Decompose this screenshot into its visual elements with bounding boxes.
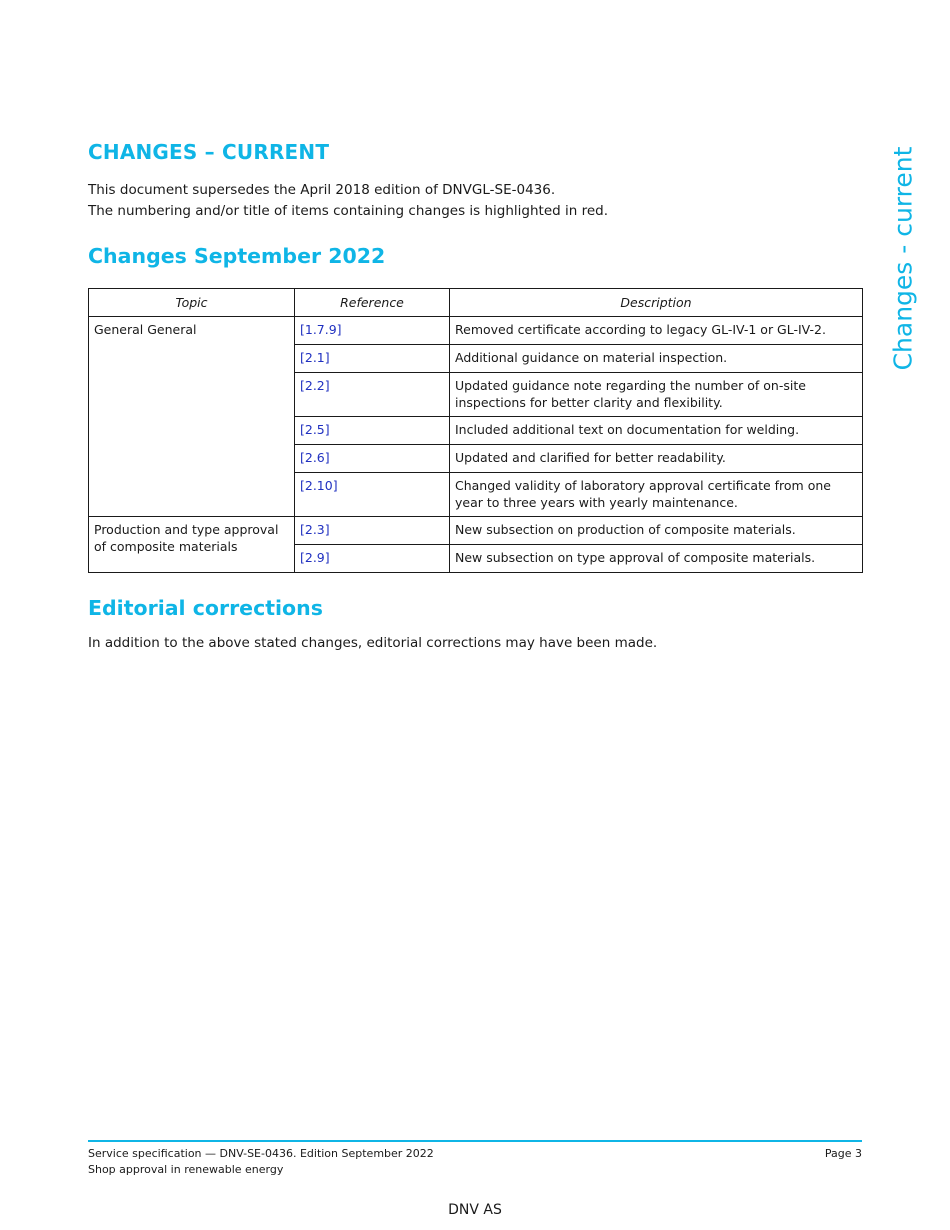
header-topic: Topic [89, 289, 295, 317]
description-cell: Removed certificate according to legacy GL-IV-1 or GL-IV-2. [450, 317, 863, 345]
topic-cell: General General [89, 317, 295, 517]
description-cell: Changed validity of laboratory approval certificate from one year to three years with yearly maintenance. [450, 473, 863, 517]
reference-cell [295, 445, 450, 473]
page-heading: CHANGES – CURRENT [88, 140, 330, 164]
reference-link[interactable]: [2.1] [300, 350, 330, 365]
table-row [89, 317, 863, 345]
reference-cell [295, 317, 450, 345]
reference-cell [295, 517, 450, 545]
footer-document-info [88, 1146, 434, 1178]
description-cell: New subsection on production of composite materials. [450, 517, 863, 545]
reference-link[interactable]: [2.3] [300, 522, 330, 537]
description-cell: Additional guidance on material inspection. [450, 345, 863, 373]
side-section-label [888, 145, 918, 371]
description-cell: Included additional text on documentation for welding. [450, 417, 863, 445]
reference-cell [295, 373, 450, 417]
table-header-row [89, 289, 863, 317]
reference-link[interactable]: [2.6] [300, 450, 330, 465]
header-reference: Reference [295, 289, 450, 317]
changes-table [88, 288, 863, 573]
description-cell: Updated and clarified for better readability. [450, 445, 863, 473]
intro-line-2: The numbering and/or title of items containing changes is highlighted in red. [88, 203, 609, 219]
header-description: Description [450, 289, 863, 317]
section-title-changes: Changes September 2022 [88, 244, 386, 268]
publisher-name: DNV AS [448, 1202, 502, 1218]
footer-line-1: Service specification — DNV-SE-0436. Edition September 2022 [88, 1147, 434, 1160]
editorial-text: In addition to the above stated changes, editorial corrections may have been made. [88, 635, 658, 651]
intro-line-1: This document supersedes the April 2018 edition of DNVGL-SE-0436. [88, 182, 556, 198]
side-label-text: Changes - current [888, 146, 918, 370]
topic-cell: Production and type approval of composite materials [89, 517, 295, 573]
section-title-editorial: Editorial corrections [88, 596, 323, 620]
reference-link[interactable]: [1.7.9] [300, 322, 342, 337]
intro-text [88, 180, 608, 222]
description-cell: Updated guidance note regarding the number of on-site inspections for better clarity and flexibility. [450, 373, 863, 417]
reference-link[interactable]: [2.10] [300, 478, 338, 493]
reference-cell [295, 545, 450, 573]
reference-link[interactable]: [2.9] [300, 550, 330, 565]
reference-link[interactable]: [2.5] [300, 422, 330, 437]
reference-cell [295, 417, 450, 445]
reference-cell [295, 473, 450, 517]
page-number: Page 3 [824, 1147, 862, 1160]
description-cell: New subsection on type approval of composite materials. [450, 545, 863, 573]
reference-cell [295, 345, 450, 373]
table-row [89, 517, 863, 545]
footer-divider [88, 1140, 862, 1142]
reference-link[interactable]: [2.2] [300, 378, 330, 393]
footer-line-2: Shop approval in renewable energy [88, 1163, 284, 1176]
